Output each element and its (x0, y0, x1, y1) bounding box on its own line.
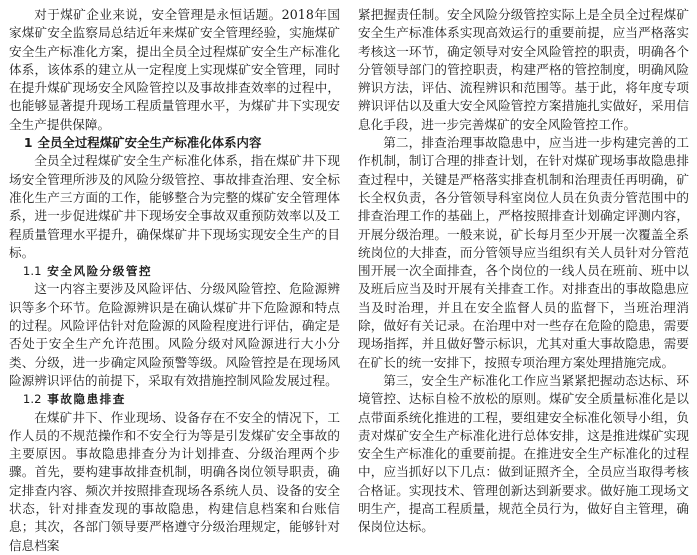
section-heading-1 (9, 134, 340, 152)
subsection-heading-1-1 (9, 262, 340, 280)
right-column (358, 6, 689, 535)
subsection-1-1-paragraph: 这一内容主要涉及风险评估、分级风险管控、危险源辨识等多个环节。危险源辨识是在确认煤矿井下危险源和特点的过程。风险评估针对危险源的风险程度进行评估，确定是否处于安全生产允许范围。风险分级对风险源进行大小分类、分级，进一步确定风险预警等级。风险管控是在现场风险源辨识评估的前提下，采取有效措施控制风险发展过程。 (9, 281, 340, 388)
section-title: 全员全过程煤矿安全生产标准化体系内容 (37, 135, 262, 151)
subsection-title: 安全风险分级管控 (47, 264, 153, 279)
continued-paragraph: 紧把握责任制。安全风险分级管控实际上是全员全过程煤矿安全生产标准体系实现高效运行的重要前提，应当严格落实考核这一环节，确定领导对安全风险管控的职责，明确各个分管领导部门的管控职责，构建严格的管控制度，明确风险辨识方法，评估、流程辨识和范围等。基于此，将年度专项辨识评估以及重大安全风险管控方案措施扎实做好，采用信息化手段，进一步完善煤矿的安全风险管控工作。 (358, 7, 689, 132)
subsection-heading-1-2 (9, 390, 340, 408)
subsection-title: 事故隐患排查 (47, 392, 126, 407)
section-1-paragraph: 全员全过程煤矿安全生产标准化体系，指在煤矿井下现场安全管理所涉及的风险分级管控、事故排查治理、安全标准化生产三方面的工作，能够整合为完整的煤矿安全管理体系，进一步促进煤矿井下现场安全事故双重预防效率以及工程质量管理水平提升，确保煤矿井下现场实现安全生产的目标。 (9, 153, 340, 260)
subsection-number: 1.2 (22, 392, 42, 407)
left-column (9, 6, 340, 553)
subsection-1-2-paragraph: 在煤矿井下、作业现场、设备存在不安全的情况下，工作人员的不规范操作和不安全行为等是引发煤矿安全事故的主要原因。事故隐患排查分为计划排查、分级治理两个步骤。首先，要构建事故排查机制，明确各岗位领导职责，确定排查内容、频次并按照排查现场各系统人员、设备的安全状态，针对排查发现的事故隐患，构建信息档案和台账信息；其次，各部门领导要严格遵守分级治理规定，能够针对信息档案 (9, 409, 340, 553)
third-point-paragraph: 第三，安全生产标准化工作应当紧紧把握动态达标、环境管控、达标自检不放松的原则。煤矿安全质量标准化是以点带面系统化推进的工程，要组建安全标准化领导小组，负责对煤矿安全生产标准化进行总体安排，这是推进煤矿实现安全生产标准化的重要前提。在推进安全生产标准化的过程中，应当抓好以下几点：做到证照齐全，全员应当取得考核合格证。实现技术、管理创新达到新要求。做好施工现场文明生产，提高工程质量，规范全员行为，做好自主管理，确保岗位达标。 (358, 372, 689, 535)
intro-paragraph: 对于煤矿企业来说，安全管理是永恒话题。2018年国家煤矿安全监察局总结近年来煤矿安全管理经验，实施煤矿安全生产标准化方案，提出全员全过程煤矿安全生产标准化体系，该体系的建立从一定程度上实现煤矿安全管理，同时在提升煤矿现场安全风险管控以及事故排查效率的过程中，也能够显著提升现场工程质量管理水平，为煤矿井下实现安全生产提供保障。 (9, 7, 340, 132)
subsection-number: 1.1 (22, 264, 42, 279)
section-number: 1 (23, 135, 33, 151)
second-point-paragraph: 第二，排查治理事故隐患中，应当进一步构建完善的工作机制，制订合理的排查计划，在针对煤矿现场事故隐患排查过程中，关键是严格落实排查机制和治理责任再明确，矿长全权负责，各分管领导科室岗位人员在负责分管范围中的排查治理工作的基础上，严格按照排查计划确定评测内容，开展分级治理。一般来说，矿长每月至少开展一次覆盖全系统岗位的大排查，而分管领导应当组织有关人员针对分管范围开展一次全面排查，各个岗位的一线人员在班前、班中以及班后应当及时开展有关排查工作。对排查出的事故隐患应当及时治理，并且在安全监督人员的监督下，当班治理消除，做好有关记录。在治理中对一些存在危险的隐患，需要现场指挥，并且做好警示标识，尤其对重大事故隐患，需要在矿长的统一安排下，按照专项治理方案处理措施完成。 (358, 135, 689, 370)
